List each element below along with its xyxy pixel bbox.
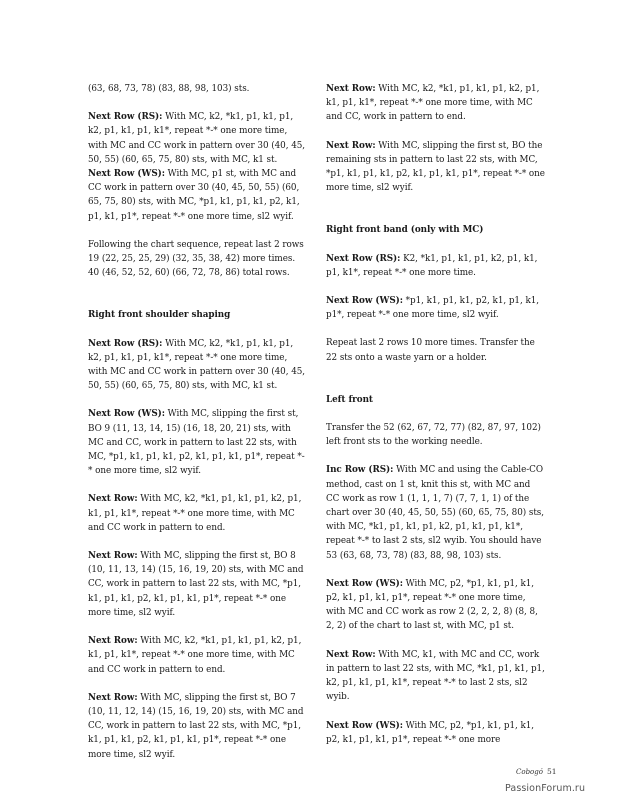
instruction-paragraph [88, 634, 308, 677]
row-label: Next Row: [88, 692, 138, 703]
row-label: Next Row: [326, 140, 376, 151]
instruction-text: With MC, p2, *p1, k1, p1, k1, p2, k1, p1, k1, p1*, repeat *-* one more time, with MC and CC work as row 2 (2, 2, 2, 8) (8, 8, 2, 2) of the chart to last st, with MC, p1 st. [326, 578, 538, 632]
section-heading: Left front [326, 394, 373, 405]
instruction-text: *p1, k1, p1, k1, p2, k1, p1, k1, p1*, repeat *-* one more time, sl2 wyif. [326, 296, 540, 321]
row-label: Inc Row (RS): [326, 465, 394, 476]
row-label: Next Row: [88, 551, 138, 562]
row-label: Next Row (WS): [88, 169, 165, 180]
instruction-paragraph [88, 238, 308, 281]
instruction-text: With MC, k2, *k1, p1, k1, p1, k2, p1, k1, p1, k1*, repeat *-* one more time, with MC and CC work in pattern over 30 (40, 45, 50, 55) (60, 65, 75, 80) sts, with MC, k1 st. [88, 112, 306, 165]
instruction-text: With MC, slipping the first st, BO the remaining sts in pattern to last 22 sts, with MC, *p1, k1, p1, k1, p2, k1, p1, k1, p1*, repeat *-* one more time, sl2 wyif. [326, 140, 545, 194]
right-column [326, 82, 546, 761]
instruction-text: With MC, k2, *k1, p1, k1, p1, k2, p1, k1, p1, k1*, repeat *-* one more time, with MC and CC work in pattern to end. [88, 636, 302, 675]
instruction-text: With MC and using the Cable-CO method, cast on 1 st, knit this st, with MC and CC work as row 1 (1, 1, 1, 7) (7, 7, 1, 1) of the chart over 30 (40, 45, 50, 55) (60, 65, 75, 80) sts, with MC, *k1, p1, k1, p1, k2, p1, k1, p1, k1*, repeat *-* to last 2 sts, sl2 wyib. You should have 53 (63, 68, 73, 78) (83, 88, 98, 103) sts. [326, 465, 545, 561]
instruction-paragraph [88, 337, 308, 394]
instruction-text: With MC, slipping the first st, BO 8 (10, 11, 13, 14) (15, 16, 19, 20) sts, with MC and CC, work in pattern to last 22 sts, with MC, *p1, k1, p1, k1, p2, k1, p1, k1, p1*, repeat *-* one more time, sl2 wyif. [88, 551, 304, 618]
instruction-paragraph [326, 463, 546, 562]
row-label: Next Row (WS): [326, 296, 403, 307]
instruction-paragraph [88, 549, 308, 620]
instruction-text: With MC, k2, *k1, p1, k1, p1, k2, p1, k1, p1, k1*, repeat *-* one more time, with MC and CC work in pattern to end. [88, 494, 302, 533]
footer-title: Cobogó [516, 768, 543, 776]
instruction-text: With MC, k2, *k1, p1, k1, p1, k2, p1, k1, p1, k1*, repeat *-* one more time, with MC and CC work in pattern over 30 (40, 45, 50, 55) (60, 65, 75, 80) sts, with MC, k1 st. [88, 338, 306, 392]
instruction-paragraph [326, 139, 546, 196]
watermark: PassionForum.ru [505, 783, 586, 794]
instruction-text: Transfer the 52 (62, 67, 72, 77) (82, 87, 97, 102) left front sts to the working needle. [326, 423, 541, 448]
instruction-paragraph [326, 294, 546, 322]
row-label: Next Row: [326, 84, 376, 94]
instruction-paragraph [326, 82, 546, 125]
row-label: Next Row (RS): [88, 338, 163, 349]
instruction-paragraph [88, 167, 308, 224]
row-label: Next Row: [326, 649, 376, 660]
instruction-paragraph [326, 577, 546, 634]
section-heading: Right front shoulder shaping [88, 310, 231, 321]
instruction-paragraph [88, 407, 308, 478]
row-label: Next Row (WS): [88, 409, 165, 420]
instruction-text: (63, 68, 73, 78) (83, 88, 98, 103) sts. [88, 84, 250, 94]
instruction-text: With MC, p2, *p1, k1, p1, k1, p2, k1, p1, k1, p1*, repeat *-* one more [326, 720, 535, 745]
row-label: Next Row (RS): [326, 253, 401, 264]
instruction-text: With MC, p1 st, with MC and CC work in pattern over 30 (40, 45, 50, 55) (60, 65, 75, 80) sts, with MC, *p1, k1, p1, k1, p2, k1, p1, k1, p1*, repeat *-* one more time, sl2 wyif. [88, 169, 300, 222]
instruction-text: K2, *k1, p1, k1, p1, k2, p1, k1, p1, k1*, repeat *-* one more time. [326, 253, 538, 278]
instruction-text: With MC, slipping the first st, BO 7 (10, 11, 12, 14) (15, 16, 19, 20) sts, with MC and CC, work in pattern to last 22 sts, with MC, *p1, k1, p1, k1, p2, k1, p1, k1, p1*, repeat *-* one more time, sl2 wyif. [88, 692, 304, 760]
left-column [88, 82, 308, 776]
row-label: Next Row (WS): [326, 720, 403, 731]
instruction-text: With MC, slipping the first st, BO 9 (11, 13, 14, 15) (16, 18, 20, 21) sts, with MC and CC, work in pattern to last 22 sts, with MC, *p1, k1, p1, k1, p2, k1, p1, k1, p1*, repeat *-* one more time, sl2 wyif. [88, 409, 305, 477]
instruction-paragraph [88, 691, 308, 762]
page-number: 51 [547, 767, 557, 776]
row-label: Next Row: [88, 636, 138, 647]
instruction-text: Following the chart sequence, repeat last 2 rows 19 (22, 25, 25, 29) (32, 35, 38, 42) more times. 40 (46, 52, 52, 60) (66, 72, 78, 86) total rows. [88, 239, 304, 279]
instruction-paragraph [326, 719, 546, 747]
instruction-text: With MC, k2, *k1, p1, k1, p1, k2, p1, k1, p1, k1*, repeat *-* one more time, with MC and CC, work in pattern to end. [326, 84, 540, 123]
instruction-paragraph [326, 421, 546, 449]
instruction-paragraph [88, 492, 308, 535]
instruction-paragraph [88, 82, 308, 96]
section-heading: Right front band (only with MC) [326, 225, 484, 236]
row-label: Next Row (RS): [88, 112, 163, 123]
instruction-paragraph [88, 110, 308, 167]
instruction-paragraph [326, 648, 546, 705]
instruction-text: Repeat last 2 rows 10 more times. Transfer the 22 sts onto a waste yarn or a holder. [326, 338, 535, 363]
row-label: Next Row (WS): [326, 578, 403, 589]
instruction-text: With MC, k1, with MC and CC, work in pattern to last 22 sts, with MC, *k1, p1, k1, p1, k2, p1, k1, p1, k1*, repeat *-* to last 2 sts, sl2 wyib. [326, 649, 545, 703]
instruction-paragraph [326, 252, 546, 280]
row-label: Next Row: [88, 494, 138, 505]
instruction-paragraph [326, 336, 546, 364]
